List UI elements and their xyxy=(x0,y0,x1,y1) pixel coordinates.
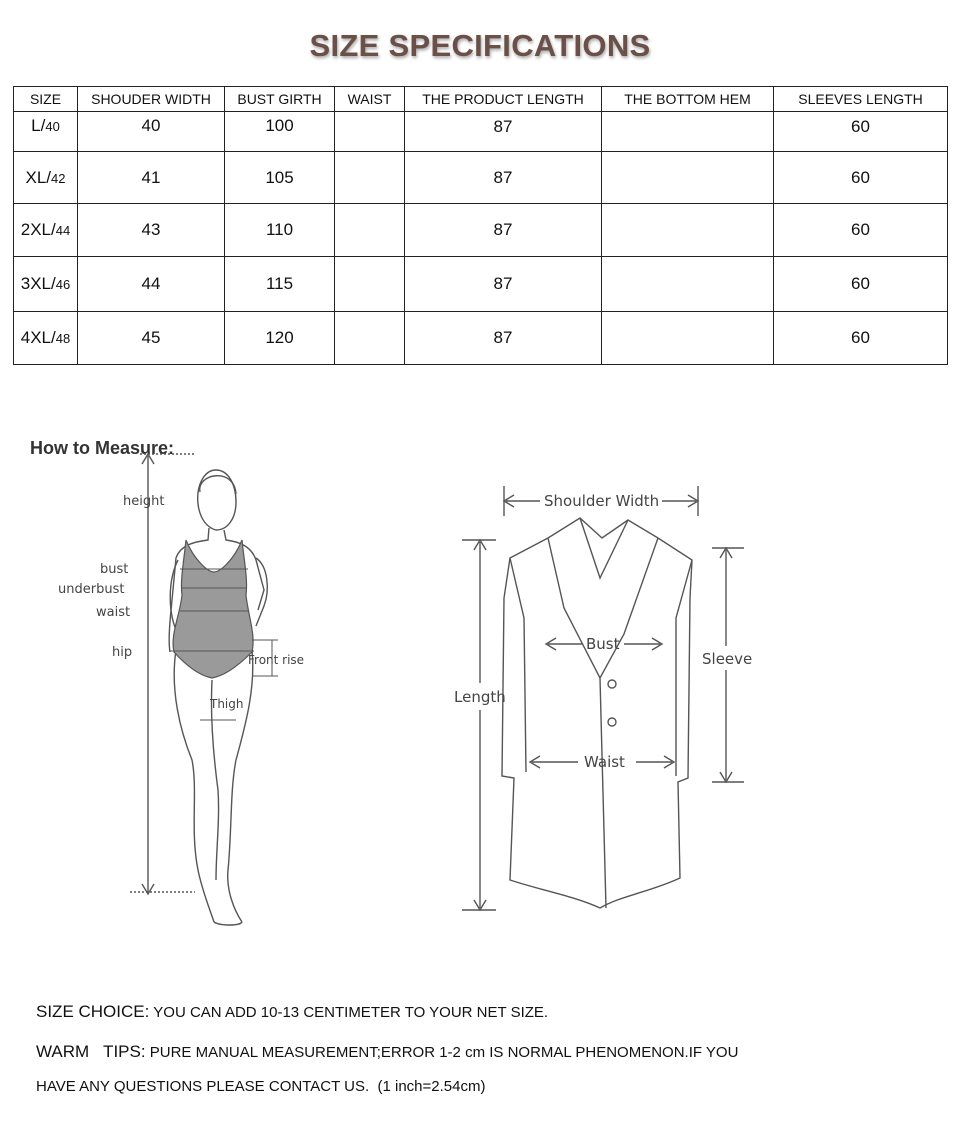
warm-tips-note xyxy=(36,1042,936,1062)
size-eu: 46 xyxy=(55,277,71,292)
waist-cell xyxy=(335,152,405,204)
hem-cell xyxy=(602,152,774,204)
size-table xyxy=(13,86,948,365)
coat-waist-label: Waist xyxy=(584,753,625,771)
shoulder-width-label: Shoulder Width xyxy=(544,492,660,510)
warm-tips-label: WARM TIPS: xyxy=(36,1042,146,1061)
header-bust-girth: BUST GIRTH xyxy=(225,87,335,112)
header-product-length: THE PRODUCT LENGTH xyxy=(405,87,602,112)
hem-cell xyxy=(602,204,774,257)
size-cell: XL/42 xyxy=(14,152,78,204)
page-title: SIZE SPECIFICATIONS xyxy=(309,28,651,63)
header-size: SIZE xyxy=(14,87,78,112)
size-eu: 40 xyxy=(45,119,60,134)
size-label: 2XL xyxy=(20,220,52,239)
table-header-row xyxy=(14,87,948,112)
sleeve-cell: 60 xyxy=(774,312,948,365)
sleeve-label: Sleeve xyxy=(702,650,753,668)
table-row xyxy=(14,112,948,152)
how-to-measure-title: How to Measure: xyxy=(30,438,175,458)
size-cell: 4XL/48 xyxy=(14,312,78,365)
size-label: 4XL xyxy=(20,328,52,347)
size-label: L xyxy=(31,116,41,135)
sleeve-cell: 60 xyxy=(774,112,948,152)
shoulder-cell: 41 xyxy=(78,152,225,204)
header-sleeves-length: SLEEVES LENGTH xyxy=(774,87,948,112)
table-row xyxy=(14,257,948,312)
shoulder-cell: 44 xyxy=(78,257,225,312)
length-cell: 87 xyxy=(405,257,602,312)
size-eu: 42 xyxy=(51,170,66,186)
height-label: height xyxy=(123,494,165,509)
length-cell: 87 xyxy=(405,112,602,152)
length-cell: 87 xyxy=(405,204,602,257)
bust-label: bust xyxy=(100,562,129,577)
hem-cell xyxy=(602,312,774,365)
thigh-label: Thigh xyxy=(210,697,244,711)
warm-tips-text: PURE MANUAL MEASUREMENT;ERROR 1-2 cm IS NORMAL PHENOMENON.IF YOU xyxy=(149,1044,739,1061)
size-label: XL xyxy=(25,167,47,187)
table-row xyxy=(14,204,948,257)
table-row xyxy=(14,312,948,365)
hip-label: hip xyxy=(112,645,133,660)
warm-tips-note-continued xyxy=(36,1078,936,1095)
front-rise-label: Front rise xyxy=(248,653,305,667)
header-bottom-hem: THE BOTTOM HEM xyxy=(602,87,774,112)
bust-cell: 110 xyxy=(225,204,335,257)
size-cell: L/40 xyxy=(14,112,78,152)
sleeve-cell: 60 xyxy=(774,152,948,204)
size-eu: 44 xyxy=(55,223,71,238)
size-choice-note xyxy=(36,1002,936,1022)
bust-cell: 115 xyxy=(225,257,335,312)
sleeve-cell: 60 xyxy=(774,257,948,312)
length-label: Length xyxy=(454,688,506,706)
size-choice-label: SIZE CHOICE: xyxy=(36,1002,150,1021)
coat-bust-label: Bust xyxy=(586,635,620,653)
size-cell: 3XL/46 xyxy=(14,257,78,312)
size-label: 3XL xyxy=(20,274,52,293)
length-cell: 87 xyxy=(405,312,602,365)
body-measure-diagram xyxy=(20,430,340,940)
bust-cell: 105 xyxy=(225,152,335,204)
bust-cell: 120 xyxy=(225,312,335,365)
sleeve-cell: 60 xyxy=(774,204,948,257)
shoulder-cell: 45 xyxy=(78,312,225,365)
waist-cell xyxy=(335,312,405,365)
warm-tips-text-2: HAVE ANY QUESTIONS PLEASE CONTACT US. (1 inch=2.54cm) xyxy=(36,1078,486,1095)
hem-cell xyxy=(602,257,774,312)
header-waist: WAIST xyxy=(335,87,405,112)
coat-measure-diagram xyxy=(440,478,780,918)
waist-cell xyxy=(335,112,405,152)
shoulder-cell: 40 xyxy=(78,112,225,152)
underbust-label: underbust xyxy=(58,582,125,597)
waist-label: waist xyxy=(96,605,131,620)
length-cell: 87 xyxy=(405,152,602,204)
size-eu: 48 xyxy=(55,331,71,346)
header-shoulder-width: SHOUDER WIDTH xyxy=(78,87,225,112)
hem-cell xyxy=(602,112,774,152)
size-choice-text: YOU CAN ADD 10-13 CENTIMETER TO YOUR NET SIZE. xyxy=(153,1004,549,1021)
waist-cell xyxy=(335,204,405,257)
size-cell: 2XL/44 xyxy=(14,204,78,257)
table-row xyxy=(14,152,948,204)
waist-cell xyxy=(335,257,405,312)
bust-cell: 100 xyxy=(225,112,335,152)
shoulder-cell: 43 xyxy=(78,204,225,257)
